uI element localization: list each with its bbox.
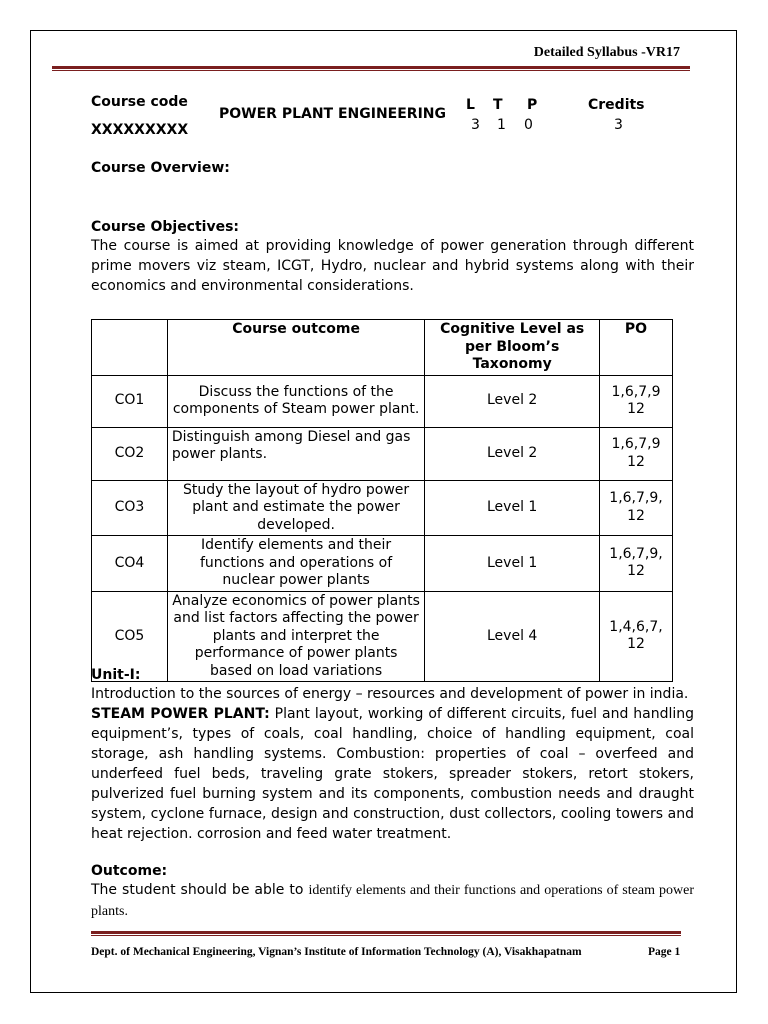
- ltp-value-p: 0: [524, 117, 533, 133]
- document-title: Detailed Syllabus -VR17: [533, 45, 680, 60]
- ltp-label-l: L: [466, 97, 475, 113]
- footer-department: Dept. of Mechanical Engineering, Vignan’s Institute of Information Technology (A), Visakhapatnam: [91, 946, 582, 958]
- co-id: CO1: [92, 375, 168, 427]
- table-row: [92, 480, 673, 536]
- table-header-po: PO: [600, 320, 673, 376]
- co-id: CO5: [92, 591, 168, 682]
- unit1-body: [91, 704, 694, 844]
- footer-divider: [91, 931, 681, 934]
- co-level: Level 1: [425, 536, 600, 592]
- header-divider: [52, 66, 690, 69]
- co-level: Level 1: [425, 480, 600, 536]
- header-divider-thin: [52, 70, 690, 71]
- table-row: [92, 591, 673, 682]
- outcome-text-rest: identify elements and their functions and operations of steam power plants.: [91, 883, 694, 919]
- unit1-heading: Unit-I:: [91, 667, 141, 683]
- ltp-value-t: 1: [497, 117, 506, 133]
- table-header-row: [92, 320, 673, 376]
- credits-value: 3: [614, 117, 623, 133]
- table-header-cognitive-level: Cognitive Level as per Bloom’s Taxonomy: [425, 320, 600, 376]
- ltp-label-p: P: [527, 97, 538, 113]
- co-po: 1,6,7,9 12: [600, 375, 673, 427]
- course-name: POWER PLANT ENGINEERING: [219, 106, 447, 122]
- table-row: [92, 375, 673, 427]
- co-po: 1,6,7,9, 12: [600, 480, 673, 536]
- page-number: Page 1: [648, 946, 681, 958]
- objectives-heading: Course Objectives:: [91, 219, 240, 235]
- table-row: [92, 427, 673, 480]
- co-outcome: Distinguish among Diesel and gas power plants.: [167, 427, 424, 480]
- overview-heading: Course Overview:: [91, 160, 230, 176]
- objectives-text: The course is aimed at providing knowledge of power generation through different prime movers viz steam, ICGT, Hydro, nuclear and hybrid systems along with their economics and environmental considerations.: [91, 238, 694, 294]
- steam-power-plant-label: STEAM POWER PLANT:: [91, 706, 270, 722]
- co-id: CO2: [92, 427, 168, 480]
- footer-divider-thin: [91, 935, 681, 936]
- course-code-value: XXXXXXXXX: [91, 122, 189, 138]
- steam-power-plant-text: Plant layout, working of different circuits, fuel and handling equipment’s, types of coals, coal handling, choice of handling equipment, coal storage, ash handling systems. Combustion: properties of coal – overfeed and underfeed fuel beds, traveling grate stokers, spreader stokers, retort stokers, pulverized fuel burning system and its components, combustion needs and draught system, cyclone furnace, design and construction, dust collectors, cooling towers and heat rejection. corrosion and feed water treatment.: [91, 706, 694, 842]
- co-po: 1,6,7,9 12: [600, 427, 673, 480]
- co-outcome: Study the layout of hydro power plant and estimate the power developed.: [167, 480, 424, 536]
- unit1-intro: Introduction to the sources of energy – resources and development of power in india.: [91, 686, 689, 702]
- table-header-co: [92, 320, 168, 376]
- co-outcome: Analyze economics of power plants and list factors affecting the power plants and interpret the performance of power plants based on load variations: [167, 591, 424, 682]
- co-level: Level 2: [425, 427, 600, 480]
- ltp-label-t: T: [493, 97, 503, 113]
- table-header-outcome: Course outcome: [167, 320, 424, 376]
- co-id: CO4: [92, 536, 168, 592]
- ltp-value-l: 3: [471, 117, 480, 133]
- course-code-label: Course code: [91, 94, 188, 110]
- co-po: 1,6,7,9, 12: [600, 536, 673, 592]
- co-level: Level 2: [425, 375, 600, 427]
- table-row: [92, 536, 673, 592]
- co-id: CO3: [92, 480, 168, 536]
- outcome-text: [91, 880, 694, 922]
- course-outcome-table: [91, 319, 673, 682]
- outcome-text-start: The student should be able to: [91, 882, 309, 898]
- co-outcome: Identify elements and their functions and operations of nuclear power plants: [167, 536, 424, 592]
- outcome-heading: Outcome:: [91, 863, 168, 879]
- co-outcome: Discuss the functions of the components of Steam power plant.: [167, 375, 424, 427]
- co-po: 1,4,6,7, 12: [600, 591, 673, 682]
- credits-label: Credits: [588, 97, 645, 113]
- co-level: Level 4: [425, 591, 600, 682]
